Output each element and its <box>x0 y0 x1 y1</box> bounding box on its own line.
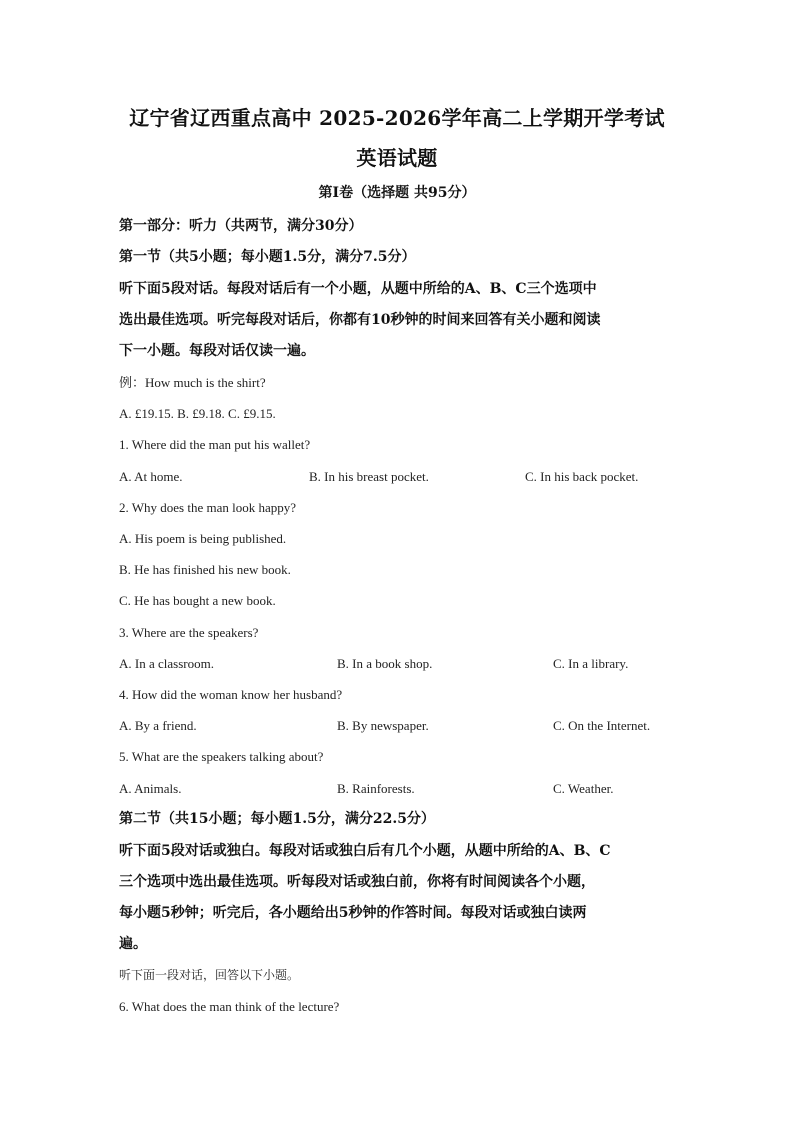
question-1: 1. Where did the man put his wallet? <box>119 437 311 452</box>
option-b: B. Rainforests. <box>337 781 415 796</box>
option-c: C. On the Internet. <box>553 718 651 733</box>
section1-instruction-line: 听下面5段对话。每段对话后有一个小题，从题中所给的A、B、C三个选项中 <box>119 281 597 297</box>
question-3: 3. Where are the speakers? <box>119 625 259 640</box>
page-title: 辽宁省辽西重点高中 2025-2026学年高二上学期开学考试 <box>129 106 665 130</box>
option-a: A. In a classroom. <box>119 656 214 671</box>
question-2: 2. Why does the man look happy? <box>119 500 297 515</box>
option-a: A. His poem is being published. <box>119 531 287 546</box>
option-b: B. In a book shop. <box>337 656 433 671</box>
option-c: C. Weather. <box>553 781 614 796</box>
section1-header: 第一节（共5小题；每小题1.5分，满分7.5分） <box>119 249 416 265</box>
example-question: 例：How much is the shirt? <box>119 375 266 390</box>
section2-instruction-line: 每小题5秒钟；听完后，各小题给出5秒钟的作答时间。每段对话或独白读两 <box>119 905 587 921</box>
volume-header: 第Ⅰ卷（选择题 共95分） <box>318 185 476 201</box>
option-c: C. In his back pocket. <box>525 469 639 484</box>
option-b: B. By newspaper. <box>337 718 429 733</box>
question-6: 6. What does the man think of the lecture? <box>119 999 340 1014</box>
section1-instruction-line: 选出最佳选项。听完每段对话后，你都有10秒钟的时间来回答有关小题和阅读 <box>119 312 601 328</box>
option-a: A. Animals. <box>119 781 182 796</box>
question-5: 5. What are the speakers talking about? <box>119 749 324 764</box>
option-b: B. In his breast pocket. <box>309 469 429 484</box>
section2-instruction-line: 遍。 <box>119 936 147 952</box>
section2-instruction-line: 三个选项中选出最佳选项。听每段对话或独白前，你将有时间阅读各个小题， <box>119 874 595 890</box>
section2-header: 第二节（共15小题；每小题1.5分，满分22.5分） <box>119 811 435 827</box>
dialogue-prompt: 听下面一段对话，回答以下小题。 <box>119 968 300 982</box>
option-a: A. By a friend. <box>119 718 197 733</box>
section2-instruction-line: 听下面5段对话或独白。每段对话或独白后有几个小题，从题中所给的A、B、C <box>119 843 611 859</box>
option-a: A. At home. <box>119 469 183 484</box>
section1-instruction-line: 下一小题。每段对话仅读一遍。 <box>119 343 315 359</box>
question-4: 4. How did the woman know her husband? <box>119 687 343 702</box>
option-c: C. In a library. <box>553 656 629 671</box>
example-options: A. £19.15. B. £9.18. C. £9.15. <box>119 406 276 421</box>
option-b: B. He has finished his new book. <box>119 562 291 577</box>
part1-header: 第一部分：听力（共两节，满分30分） <box>119 218 363 234</box>
page-subtitle: 英语试题 <box>356 146 438 170</box>
option-c: C. He has bought a new book. <box>119 593 276 608</box>
